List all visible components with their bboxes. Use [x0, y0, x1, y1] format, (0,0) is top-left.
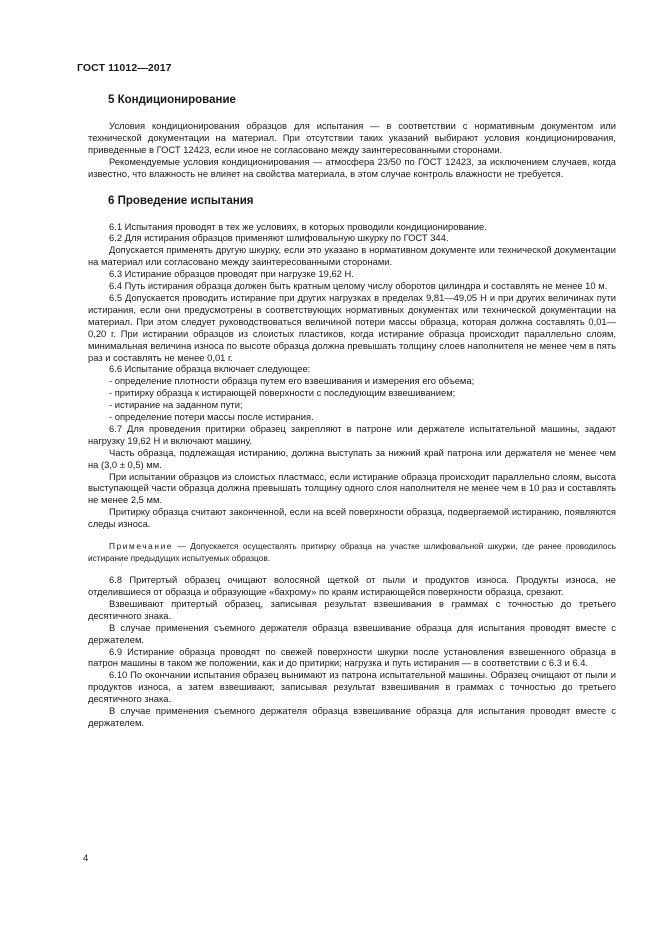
note-label: Примечание — [109, 541, 174, 552]
clause-6-9: 6.9 Истирание образца проводят по свежей поверхности шкурки после установления взвешенного образца в патрон машины в таком же положении, как и до притирки; нагрузка и путь истирания — в соответствии с 6.3 и 6.4. — [88, 645, 616, 669]
clause-6-3: 6.3 Истирание образцов проводят при нагрузке 19,62 Н. — [109, 268, 354, 280]
note-text: — Допускается осуществлять притирку образца на участке шлифовальной шкурки, где ранее проводилось истирание предыдущих испытуемых образцов. — [88, 541, 616, 564]
section-5-paragraph-2: Рекомендуемые условия кондиционирования — атмосфера 23/50 по ГОСТ 12423, за исключением случаев, когда известно, что влажность не влияет на свойства материала, в этом случае контроль влажности не требуется. — [88, 155, 616, 179]
clause-6-7-continuation-3: Притирку образца считают законченной, если на всей поверхности образца, подвергаемой истиранию, появляются следы износа. — [88, 506, 616, 530]
clause-6-8-continuation-2: В случае применения съемного держателя образца взвешивание образца для испытания проводят вместе с держателем. — [88, 621, 616, 645]
list-item: - определение плотности образца путем его взвешивания и измерения его объема; — [109, 375, 475, 387]
clause-6-2-continuation: Допускается применять другую шкурку, если это указано в нормативном документе или технической документации на материал или согласовано между заинтересованными сторонами. — [88, 244, 616, 268]
clause-6-10: 6.10 По окончании испытания образец вынимают из патрона испытательной машины. Образец очищают от пыли и продуктов износа, а затем взвешивают, записывая результат взвешивания в граммах с точностью до третьего десятичного знака. — [88, 669, 616, 705]
clause-6-6: 6.6 Испытание образца включает следующее: — [109, 363, 311, 375]
section-5-paragraph-1: Условия кондиционирования образцов для испытания — в соответствии с нормативным документом или технической документации на материал. При отсутствии таких указаний выбирают условия кондиционирования, приведенные в ГОСТ 12423, если иное не согласовано между заинтересованными сторонами. — [88, 120, 616, 155]
list-item: - определение потери массы после истирания. — [109, 411, 314, 423]
clause-6-8: 6.8 Притертый образец очищают волосяной щеткой от пыли и продуктов износа. Продукты износа, не отделившиеся от образца и образующие «бахрому» по краям истирающейся поверхности образца, срезают. — [88, 574, 616, 597]
list-item: - истирание на заданном пути; — [109, 399, 243, 411]
clause-6-7: 6.7 Для проведения притирки образец закрепляют в патроне или держателе испытательной машины, задают нагрузку 19,62 Н и включают машину. — [88, 422, 616, 446]
section-6-title: 6 Проведение испытания — [108, 194, 254, 207]
clause-6-4: 6.4 Путь истирания образца должен быть кратным целому числу оборотов цилиндра и составлять не менее 10 м. — [109, 280, 608, 292]
clause-6-8-continuation-1: Взвешивают притертый образец, записывая результат взвешивания в граммах с точностью до третьего десятичного знака. — [88, 597, 616, 621]
page-number: 4 — [83, 853, 89, 864]
document-header: ГОСТ 11012—2017 — [77, 62, 172, 74]
clause-6-2: 6.2 Для истирания образцов применяют шлифовальную шкурку по ГОСТ 344. — [109, 232, 449, 244]
clause-6-10-continuation: В случае применения съемного держателя образца взвешивание образца для испытания проводят вместе с держателем. — [88, 705, 616, 728]
section-5-title: 5 Кондиционирование — [108, 94, 236, 106]
document-body — [88, 93, 616, 729]
list-item: - притирку образца к истирающей поверхности с последующим взвешиванием; — [109, 387, 456, 399]
clause-6-5: 6.5 Допускается проводить истирание при других нагрузках в пределах 9,81—49,05 Н и при других величинах пути истирания, если они предусмотрены в соответствующих нормативных документах или технической документации на материал. При этом следует руководствоваться величиной потери массы образца, которая должна составлять 0,01—0,20 г. При истирании образцов из слоистых пластиков, когда истирание образца происходит параллельно слоям, минимальная величина износа по высоте образца должна превышать толщину слоев наполнителя не менее чем в пять раз и составлять не менее 0,01 г. — [88, 291, 616, 363]
note — [88, 540, 616, 564]
clause-6-7-continuation-2: При испытании образцов из слоистых пластмасс, если истирание образца происходит параллельно слоям, высота выступающей части образца должна превышать толщину одного слоя наполнителя не менее чем в 10 раз и составлять не менее 2,5 мм. — [88, 470, 616, 506]
clause-6-1: 6.1 Испытания проводят в тех же условиях, в которых проводили кондиционирование. — [109, 220, 487, 232]
clause-6-7-continuation-1: Часть образца, подлежащая истиранию, должна выступать за нижний край патрона или держателя не менее чем на (3,0 ± 0,5) мм. — [88, 446, 616, 470]
